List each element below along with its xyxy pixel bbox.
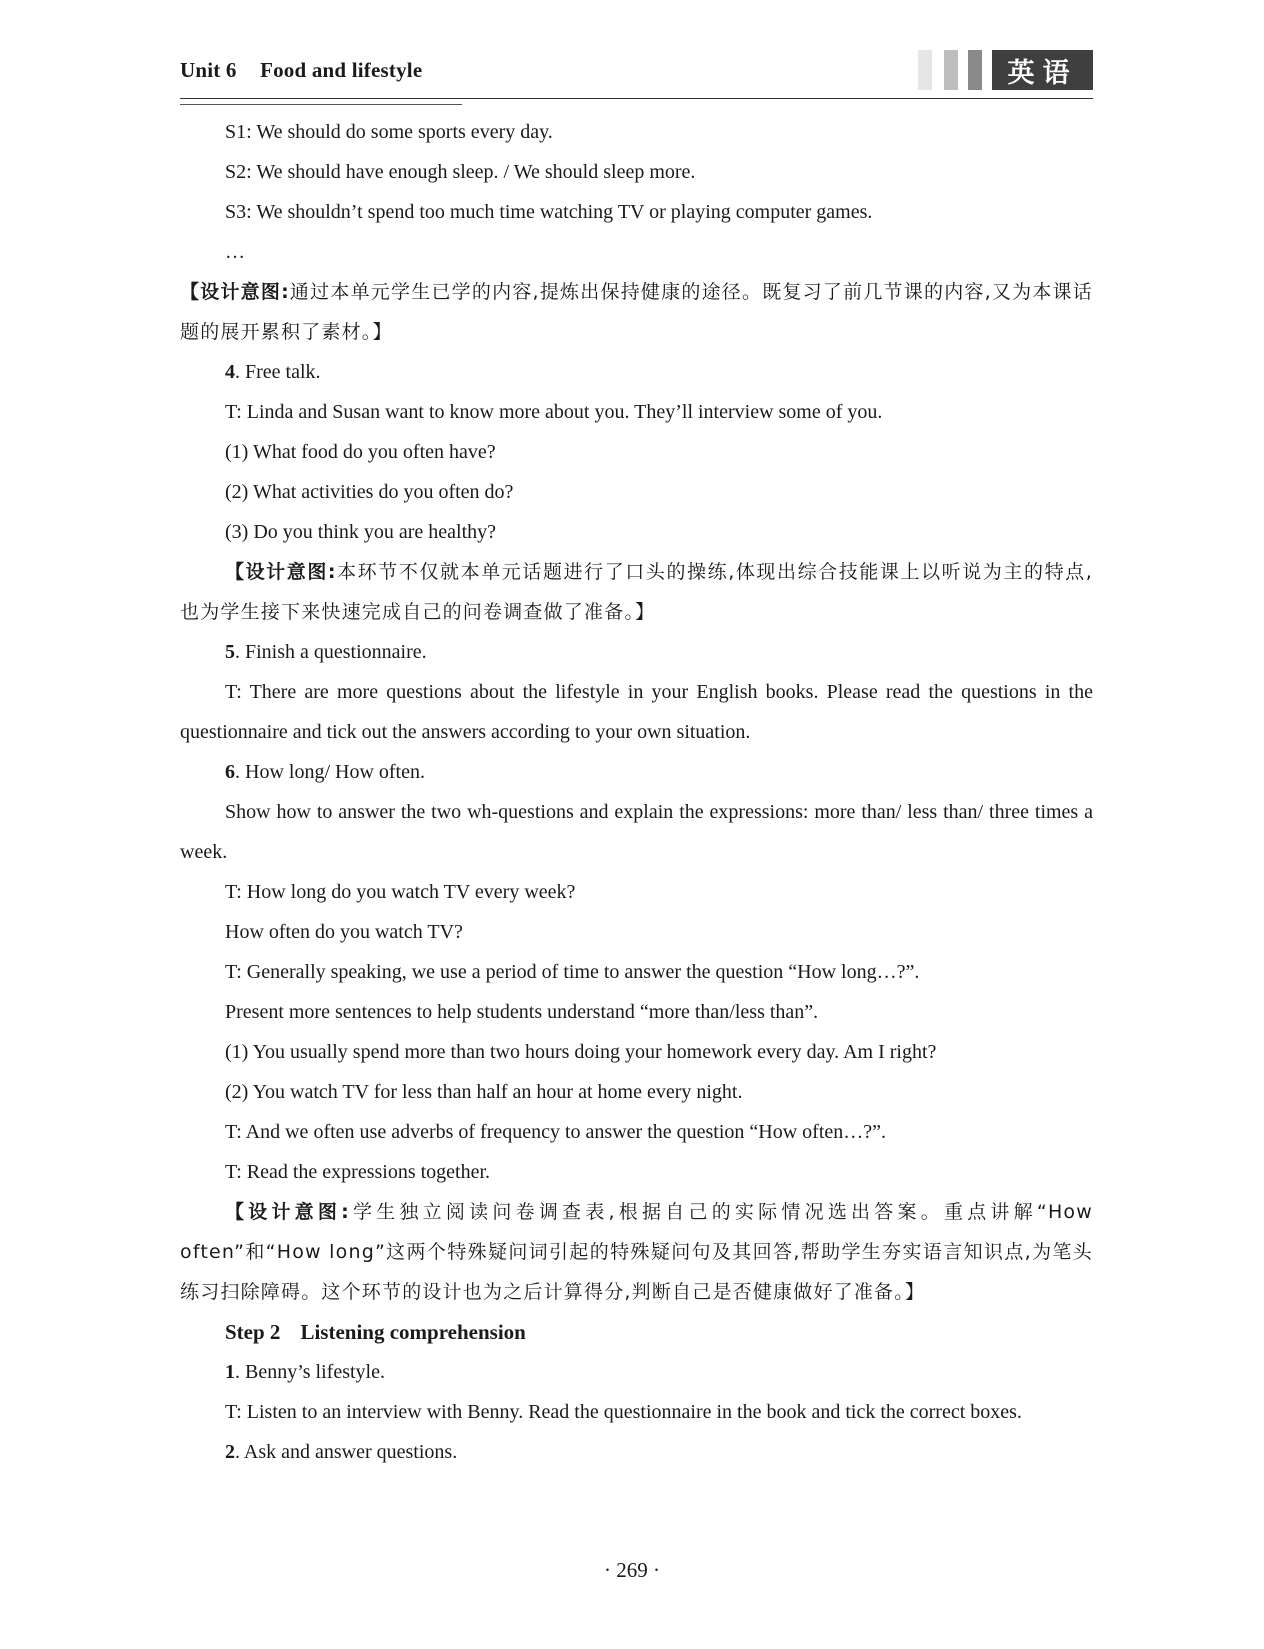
header-divider-short	[180, 104, 462, 105]
dialogue-line: T: Generally speaking, we use a period of time to answer the question “How long…?”.	[225, 961, 920, 983]
unit-label: Unit 6	[180, 58, 237, 82]
activity-title: . Ask and answer questions.	[235, 1441, 458, 1463]
design-note	[180, 552, 1093, 632]
activity-title: . Benny’s lifestyle.	[235, 1361, 385, 1383]
activity-title: . Finish a questionnaire.	[235, 641, 427, 663]
page-body	[180, 112, 1093, 1472]
dialogue-line: T: There are more questions about the lifestyle in your English books. Please read the questions in the questionnaire and tick out the answers according to your own situation.	[180, 681, 1093, 743]
design-note-text: 本环节不仅就本单元话题进行了口头的操练,体现出综合技能课上以听说为主的特点,也为学生接下来快速完成自己的问卷调查做了准备。】	[180, 561, 1093, 623]
header-decor-bar	[968, 50, 982, 90]
design-note	[180, 1192, 1093, 1312]
header-decor-bar	[918, 50, 932, 90]
dialogue-line: S3: We shouldn’t spend too much time watching TV or playing computer games.	[225, 201, 873, 223]
step-label: Step 2	[225, 1320, 281, 1344]
dialogue-line: S2: We should have enough sleep. / We should sleep more.	[225, 161, 696, 183]
step-heading	[180, 1312, 1093, 1352]
design-note-text: 学生独立阅读问卷调查表,根据自己的实际情况选出答案。重点讲解“How often”和“How long”这两个特殊疑问词引起的特殊疑问句及其回答,帮助学生夯实语言知识点,为笔头练习扫除障碍。这个环节的设计也为之后计算得分,判断自己是否健康做好了准备。】	[180, 1201, 1093, 1303]
header-divider	[180, 98, 1093, 99]
page-number: · 269 ·	[604, 1558, 660, 1582]
instruction-line: Present more sentences to help students understand “more than/less than”.	[225, 1001, 819, 1023]
instruction-line: Show how to answer the two wh-questions and explain the expressions: more than/ less than/ three times a week.	[180, 801, 1093, 863]
dialogue-line: T: Listen to an interview with Benny. Read the questionnaire in the book and tick the correct boxes.	[225, 1401, 1022, 1423]
dialogue-line: How often do you watch TV?	[225, 921, 463, 943]
dialogue-line: T: Linda and Susan want to know more about you. They’ll interview some of you.	[225, 401, 883, 423]
activity-number: 4	[225, 361, 235, 383]
activity-heading	[180, 1352, 1093, 1392]
question-line: (2) What activities do you often do?	[225, 481, 514, 503]
design-note	[180, 272, 1093, 352]
design-note-text: 通过本单元学生已学的内容,提炼出保持健康的途径。既复习了前几节课的内容,又为本课话题的展开累积了素材。】	[180, 281, 1093, 343]
activity-heading	[180, 632, 1093, 672]
activity-heading	[180, 1432, 1093, 1472]
dialogue-line: T: Read the expressions together.	[225, 1161, 491, 1183]
header-decor-bar	[944, 50, 958, 90]
dialogue-line: T: And we often use adverbs of frequency to answer the question “How often…?”.	[225, 1121, 887, 1143]
example-line: (1) You usually spend more than two hours doing your homework every day. Am I right?	[225, 1041, 937, 1063]
activity-title: . How long/ How often.	[235, 761, 425, 783]
design-note-label: 【设计意图:	[225, 561, 337, 583]
running-header	[180, 58, 422, 83]
question-line: (1) What food do you often have?	[225, 441, 496, 463]
activity-number: 5	[225, 641, 235, 663]
design-note-label: 【设计意图:	[180, 281, 290, 303]
subject-badge: 英语	[992, 50, 1093, 90]
activity-title: . Free talk.	[235, 361, 321, 383]
activity-heading	[180, 752, 1093, 792]
activity-heading	[180, 352, 1093, 392]
activity-number: 2	[225, 1441, 235, 1463]
dialogue-line: T: How long do you watch TV every week?	[225, 881, 576, 903]
example-line: (2) You watch TV for less than half an hour at home every night.	[225, 1081, 743, 1103]
unit-title: Food and lifestyle	[260, 58, 423, 82]
activity-number: 1	[225, 1361, 235, 1383]
step-title: Listening comprehension	[300, 1320, 526, 1344]
question-line: (3) Do you think you are healthy?	[225, 521, 497, 543]
dialogue-line: S1: We should do some sports every day.	[225, 121, 553, 143]
ellipsis: …	[225, 241, 245, 263]
activity-number: 6	[225, 761, 235, 783]
design-note-label: 【设计意图:	[225, 1201, 350, 1223]
